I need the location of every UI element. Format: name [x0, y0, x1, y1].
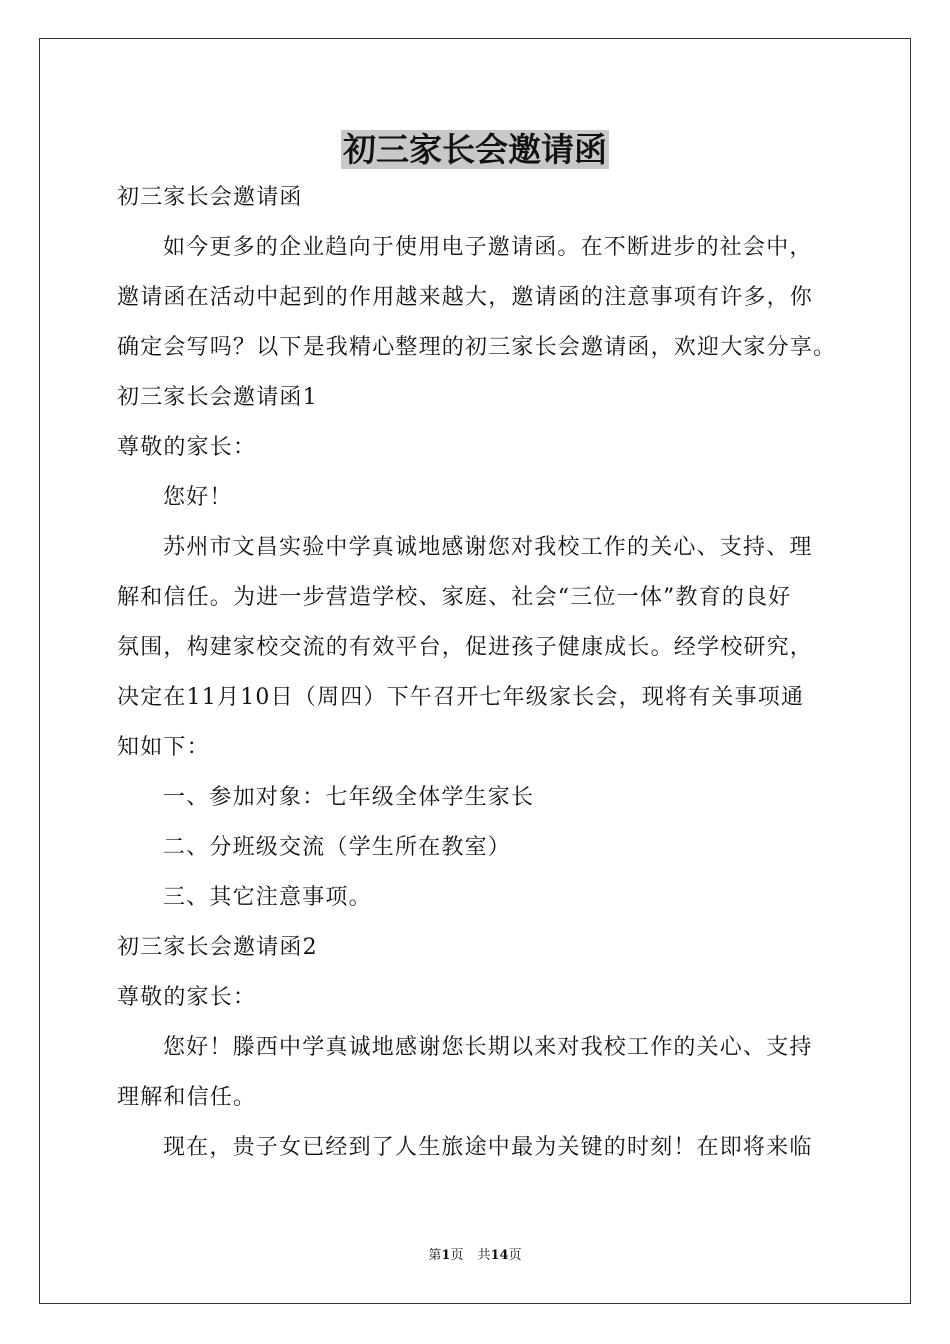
body-line: 初三家长会邀请函 — [117, 185, 303, 210]
body-line: 确定会写吗？以下是我精心整理的初三家长会邀请函，欢迎大家分享。 — [117, 335, 837, 360]
body-line: 氛围，构建家校交流的有效平台，促进孩子健康成长。经学校研究， — [117, 635, 814, 660]
page-number: 1 — [441, 1248, 451, 1263]
body-line: 理解和信任。 — [117, 1085, 257, 1110]
body-line: 苏州市文昌实验中学真诚地感谢您对我校工作的关心、支持、理 — [163, 535, 813, 560]
greeting: 您好！ — [163, 485, 233, 510]
salutation: 尊敬的家长： — [117, 435, 257, 460]
body-line: 决定在11月10日（周四）下午召开七年级家长会，现将有关事项通 — [117, 685, 805, 710]
page-border — [39, 38, 911, 1304]
document-title-text: 初三家长会邀请函 — [343, 130, 607, 169]
salutation: 尊敬的家长： — [117, 985, 257, 1010]
total-suffix: 页 — [508, 1248, 522, 1263]
body-line: 现在，贵子女已经到了人生旅途中最为关键的时刻！在即将来临 — [163, 1135, 813, 1160]
body-line: 解和信任。为进一步营造学校、家庭、社会“三位一体”教育的良好 — [117, 585, 792, 610]
body-line: 邀请函在活动中起到的作用越来越大，邀请函的注意事项有许多，你 — [117, 285, 814, 310]
total-pages: 14 — [490, 1248, 509, 1263]
body-line: 如今更多的企业趋向于使用电子邀请函。在不断进步的社会中， — [163, 235, 813, 260]
body-line: 知如下： — [117, 735, 210, 760]
page-prefix: 第 — [428, 1248, 442, 1263]
page-footer — [0, 1247, 950, 1265]
document-title — [0, 128, 950, 172]
section-heading: 初三家长会邀请函2 — [117, 935, 318, 960]
list-item: 二、分班级交流（学生所在教室） — [163, 835, 512, 860]
total-prefix: 共 — [477, 1248, 491, 1263]
page-suffix: 页 — [450, 1248, 464, 1263]
list-item: 三、其它注意事项。 — [163, 885, 372, 910]
body-line: 您好！滕西中学真诚地感谢您长期以来对我校工作的关心、支持 — [163, 1035, 813, 1060]
list-item: 一、参加对象：七年级全体学生家长 — [163, 785, 535, 810]
section-heading: 初三家长会邀请函1 — [117, 385, 318, 410]
